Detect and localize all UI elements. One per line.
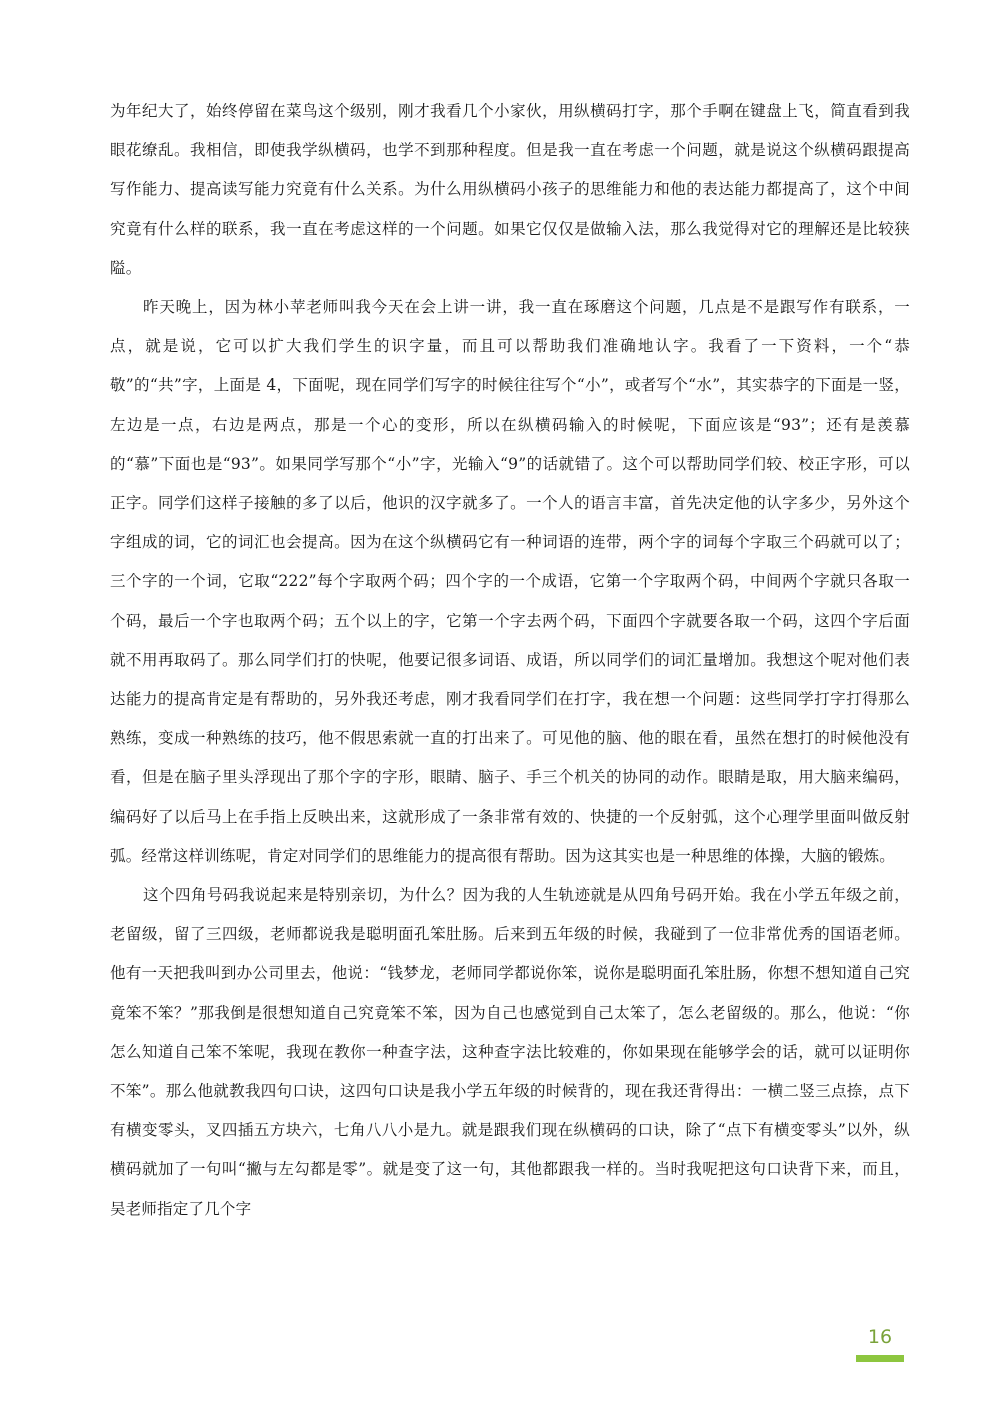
paragraph-2: 昨天晚上，因为林小苹老师叫我今天在会上讲一讲，我一直在琢磨这个问题，几点是不是跟写作有联系，一点，就是说，它可以扩大我们学生的识字量，而且可以帮助我们准确地认字。我看了一下资料，一个“恭敬”的“共”字，上面是 4，下面呢，现在同学们写字的时候往往写个“小”，或者写个“水”，其实恭字的下面是一竖，左边是一点，右边是两点，那是一个心的变形，所以在纵横码输入的时候呢，下面应该是“93”；还有是羡慕的“慕”下面也是“93”。如果同学写那个“小”字，光输入“9”的话就错了。这个可以帮助同学们较、校正字形，可以正字。同学们这样子接触的多了以后，他识的汉字就多了。一个人的语言丰富，首先决定他的认字多少，另外这个字组成的词，它的词汇也会提高。因为在这个纵横码它有一种词语的连带，两个字的词每个字取三个码就可以了；三个字的一个词，它取“222”每个字取两个码；四个字的一个成语，它第一个字取两个码，中间两个字就只各取一个码，最后一个字也取两个码；五个以上的字，它第一个字去两个码，下面四个字就要各取一个码，这四个字后面就不用再取码了。那么同学们打的快呢，他要记很多词语、成语，所以同学们的词汇量增加。我想这个呢对他们表达能力的提高肯定是有帮助的，另外我还考虑，刚才我看同学们在打字，我在想一个问题：这些同学打字打得那么熟练，变成一种熟练的技巧，他不假思索就一直的打出来了。可见他的脑、他的眼在看，虽然在想打的时候他没有看，但是在脑子里头浮现出了那个字的字形，眼睛、脑子、手三个机关的协同的动作。眼睛是取，用大脑来编码，编码好了以后马上在手指上反映出来，这就形成了一条非常有效的、快捷的一个反射弧，这个心理学里面叫做反射弧。经常这样训练呢，肯定对同学们的思维能力的提高很有帮助。因为这其实也是一种思维的体操，大脑的锻炼。 (110, 298, 910, 865)
page-number-underline-bar (856, 1355, 904, 1362)
document-body (110, 92, 910, 1229)
paragraph-1: 为年纪大了，始终停留在菜鸟这个级别，刚才我看几个小家伙，用纵横码打字，那个手啊在键盘上飞，简直看到我眼花缭乱。我相信，即使我学纵横码，也学不到那种程度。但是我一直在考虑一个问题，就是说这个纵横码跟提高写作能力、提高读写能力究竟有什么关系。为什么用纵横码小孩子的思维能力和他的表达能力都提高了，这个中间究竟有什么样的联系，我一直在考虑这样的一个问题。如果它仅仅是做输入法，那么我觉得对它的理解还是比较狭隘。 (110, 102, 910, 277)
page-number: 16 (867, 1326, 893, 1348)
page-footer (856, 1322, 904, 1364)
paragraph-3: 这个四角号码我说起来是特别亲切，为什么？因为我的人生轨迹就是从四角号码开始。我在小学五年级之前，老留级，留了三四级，老师都说我是聪明面孔笨肚肠。后来到五年级的时候，我碰到了一位非常优秀的国语老师。他有一天把我叫到办公司里去，他说：“钱梦龙，老师同学都说你笨，说你是聪明面孔笨肚肠，你想不想知道自己究竟笨不笨？”那我倒是很想知道自己究竟笨不笨，因为自己也感觉到自己太笨了，怎么老留级的。那么，他说：“你怎么知道自己笨不笨呢，我现在教你一种查字法，这种查字法比较难的，你如果现在能够学会的话，就可以证明你不笨”。那么他就教我四句口诀，这四句口诀是我小学五年级的时候背的，现在我还背得出：一横二竖三点捺，点下有横变零头，叉四插五方块六，七角八八小是九。就是跟我们现在纵横码的口诀，除了“点下有横变零头”以外，纵横码就加了一句叫“撇与左勾都是零”。就是变了这一句，其他都跟我一样的。当时我呢把这句口诀背下来，而且，吴老师指定了几个字 (110, 886, 910, 1218)
